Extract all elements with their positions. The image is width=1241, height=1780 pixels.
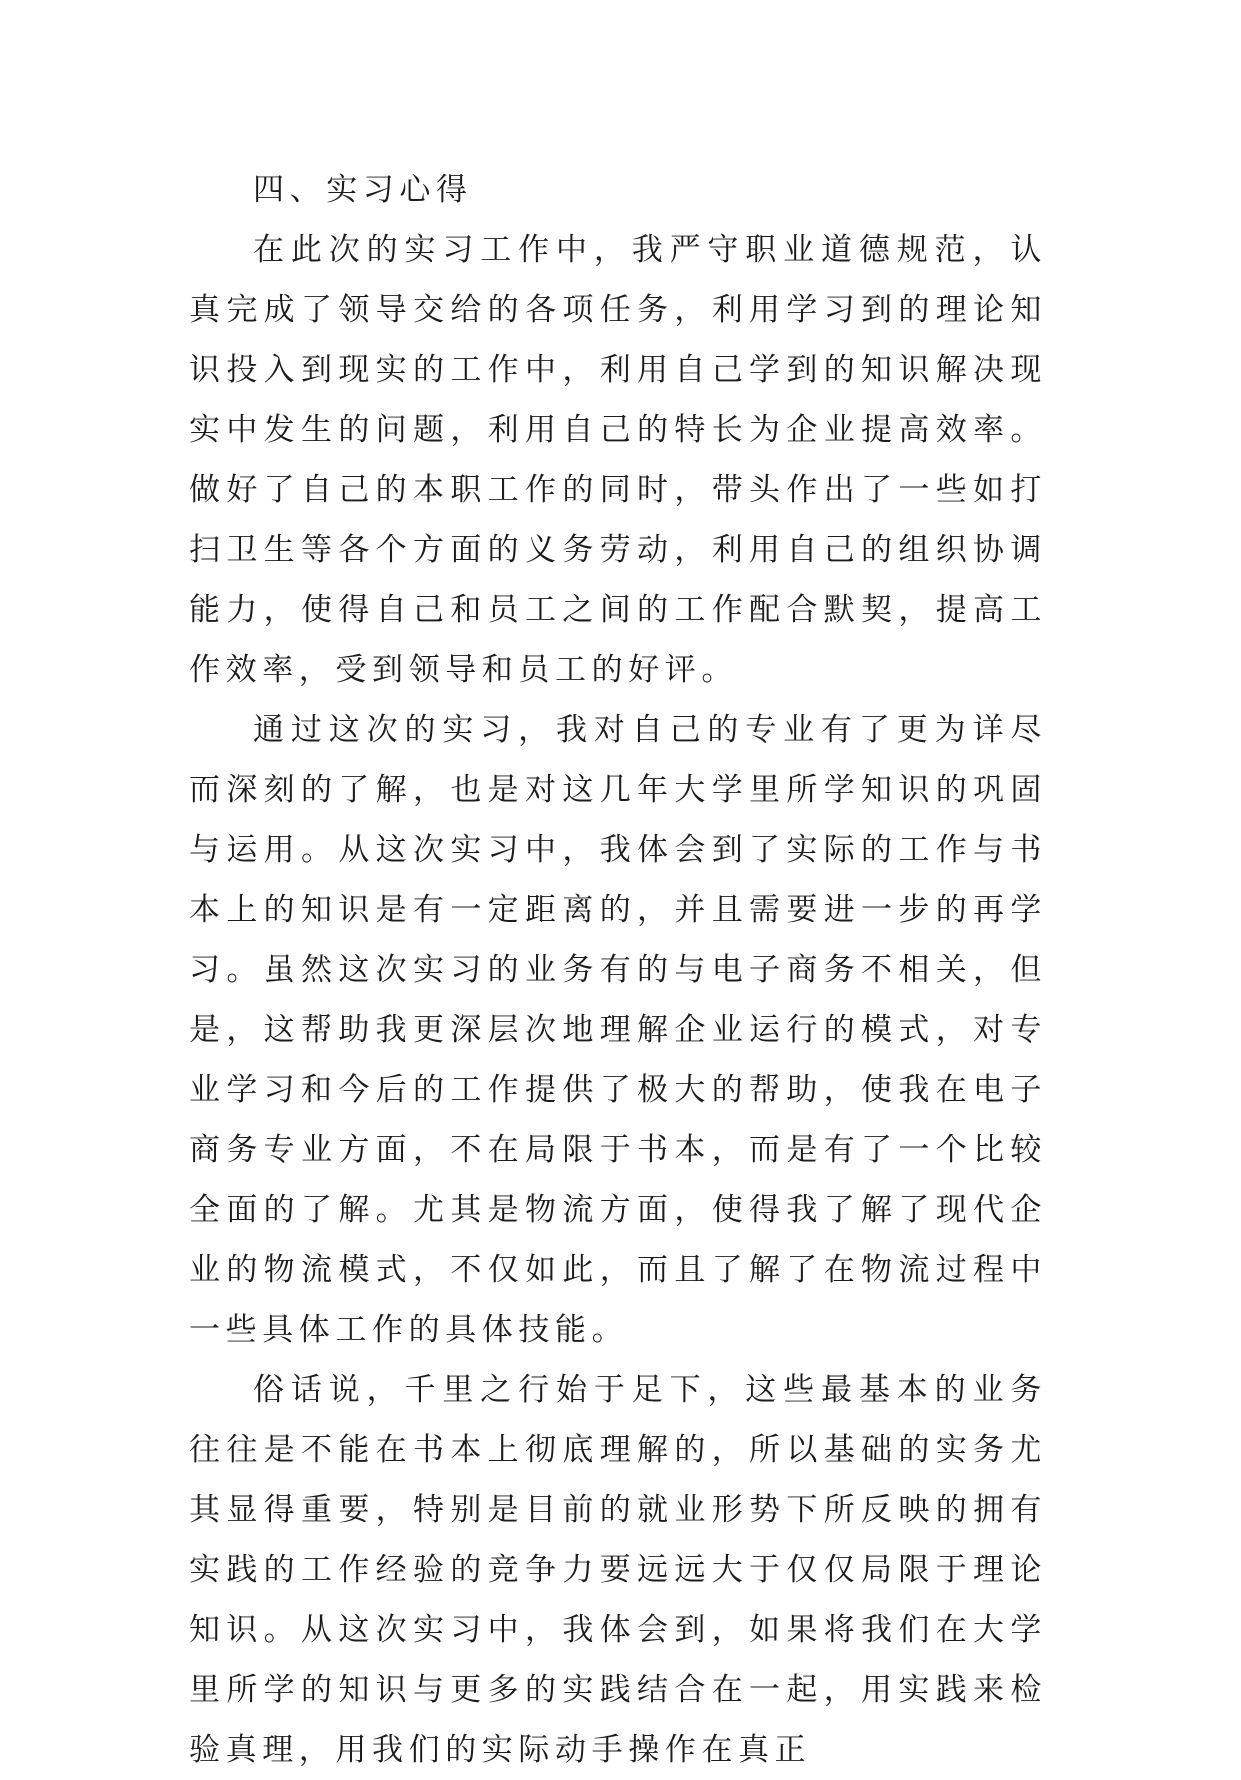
- paragraph-2: 通过这次的实习，我对自己的专业有了更为详尽而深刻的了解，也是对这几年大学里所学知识的巩固与运用。从这次实习中，我体会到了实际的工作与书本上的知识是有一定距离的，并且需要进一步的再学习。虽然这次实习的业务有的与电子商务不相关，但是，这帮助我更深层次地理解企业运行的模式，对专业学习和今后的工作提供了极大的帮助，使我在电子商务专业方面，不在局限于书本，而是有了一个比较全面的了解。尤其是物流方面，使得我了解了现代企业的物流模式，不仅如此，而且了解了在物流过程中一些具体工作的具体技能。: [189, 712, 1047, 1348]
- section-heading: 四、实习心得: [253, 172, 473, 208]
- document-body: [189, 160, 1047, 1780]
- paragraph-3: 俗话说，千里之行始于足下，这些最基本的业务往往是不能在书本上彻底理解的，所以基础的实务尤其显得重要，特别是目前的就业形势下所反映的拥有实践的工作经验的竞争力要远远大于仅仅局限于理论知识。从这次实习中，我体会到，如果将我们在大学里所学的知识与更多的实践结合在一起，用实践来检验真理，用我们的实际动手操作在真正: [189, 1372, 1047, 1768]
- paragraph-1: 在此次的实习工作中，我严守职业道德规范，认真完成了领导交给的各项任务，利用学习到的理论知识投入到现实的工作中，利用自己学到的知识解决现实中发生的问题，利用自己的特长为企业提高效率。做好了自己的本职工作的同时，带头作出了一些如打扫卫生等各个方面的义务劳动，利用自己的组织协调能力，使得自己和员工之间的工作配合默契，提高工作效率，受到领导和员工的好评。: [189, 232, 1047, 688]
